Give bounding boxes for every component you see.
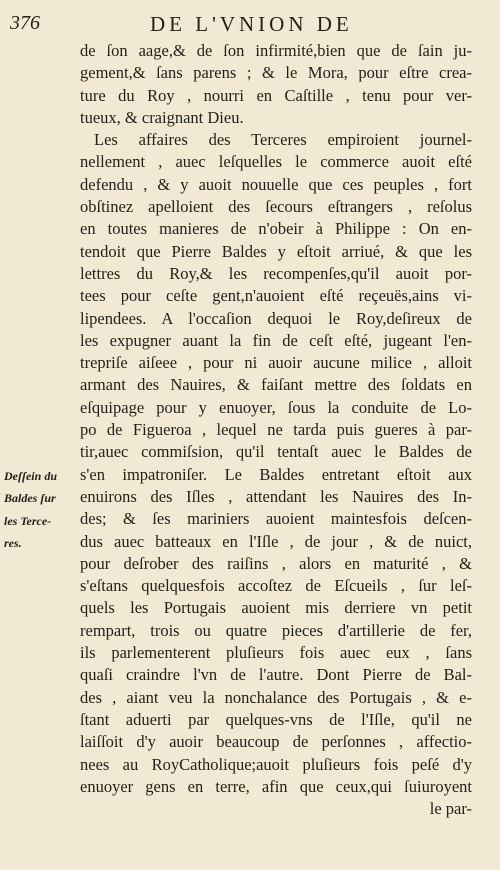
- text-line: trepriſe aiſeee , pour ni auoir aucune milice , alloit: [80, 353, 472, 373]
- catchword: le par-: [429, 799, 472, 819]
- text-line: armant des Nauires, & faiſant mettre des ſoldats en: [80, 375, 472, 395]
- text-line: tueux, & craignant Dieu.: [80, 107, 244, 127]
- running-title: DE L'VNION DE: [150, 12, 353, 36]
- text-line: de ſon aage,& de ſon infirmité,bien que de ſain ju-: [80, 41, 472, 60]
- body-text: [80, 40, 472, 820]
- margin-note-line: Baldes ſur: [4, 491, 56, 506]
- text-line: s'en impatroniſer. Le Baldes entretant eſtoit aux: [80, 464, 472, 484]
- text-line: laiſſoit d'y auoir beaucoup de perſonnes , affectio-: [80, 732, 472, 752]
- text-line: ils parlementerent pluſieurs fois auec eux , ſans: [80, 643, 472, 663]
- text-line: dus auec batteaux en l'Iſle , de jour , & de nuict,: [80, 531, 472, 551]
- text-line: pour deſrober des raiſins , alors en maturité , &: [80, 553, 472, 573]
- margin-note-line: les Terce-: [4, 513, 52, 528]
- text-line: enuoyer gens en terre, afin que ceux,qui ſuiuroyent: [80, 776, 472, 796]
- text-line: en toutes manieres de n'obeir à Philippe : On en-: [80, 219, 472, 239]
- text-line: eſquipage pour y enuoyer, ſous la conduite de Lo-: [80, 397, 472, 417]
- text-line: enuirons des Iſles , attendant les Nauires des In-: [80, 486, 472, 506]
- text-line: des , aiant veu la nonchalance des Portugais , & e-: [80, 687, 472, 707]
- text-line: tendoit que Pierre Baldes y eſtoit arriué, & que les: [80, 241, 472, 261]
- text-line: quels les Portugais auoient mis derriere vn petit: [80, 598, 472, 618]
- text-line: tir,auec commiſsion, qu'il tentaſt auec le Baldes de: [80, 442, 472, 462]
- text-line: quaſi craindre l'vn de l'autre. Dont Pierre de Bal-: [80, 665, 472, 685]
- text-line: nees au RoyCatholique;auoit pluſieurs fois peſé d'y: [80, 754, 472, 774]
- text-line: lettres du Roy,& les recompenſes,qu'il auoit por-: [80, 263, 472, 283]
- text-line: Les affaires des Terceres empiroient journel-: [94, 130, 472, 150]
- text-line: defendu , & y auoit nouuelle que ces peuples , fort: [80, 174, 472, 194]
- text-line: lipendees. A l'occaſion dequoi le Roy,deſireux de: [80, 308, 472, 328]
- text-line: rempart, trois ou quatre pieces d'artillerie de fer,: [80, 620, 472, 640]
- page-header: [0, 12, 500, 36]
- margin-note-line: Deſſein du: [4, 469, 57, 483]
- margin-note-line: res.: [4, 535, 22, 550]
- text-line: nellement , auec leſquelles le commerce auoit eſté: [80, 152, 472, 172]
- text-line: obſtinez apelloient des ſecours eſtrangers , reſolus: [80, 197, 472, 217]
- text-line: tees pour ceſte gent,n'auoient eſté reçeuës,ains vi-: [80, 286, 472, 306]
- text-line: gement,& ſans parens ; & le Mora, pour eſtre crea-: [80, 63, 472, 83]
- text-line: po de Figueroa , lequel ne tarda puis gueres à par-: [80, 420, 472, 440]
- margin-note: [4, 465, 76, 554]
- text-line: ſtant aduerti par quelques-vns de l'Iſle, qu'il ne: [80, 709, 472, 729]
- text-line: des; & ſes mariniers auoient maintesfois deſcen-: [80, 509, 472, 529]
- text-line: s'eſtans quelquesfois accoſtez de Eſcueils , ſur leſ-: [80, 576, 472, 596]
- text-line: les expugner auant la fin de ceſt eſté, jugeant l'en-: [80, 330, 472, 350]
- text-line: ture du Roy , nourri en Caſtille , tenu pour ver-: [80, 85, 472, 105]
- page-number: 376: [10, 12, 40, 34]
